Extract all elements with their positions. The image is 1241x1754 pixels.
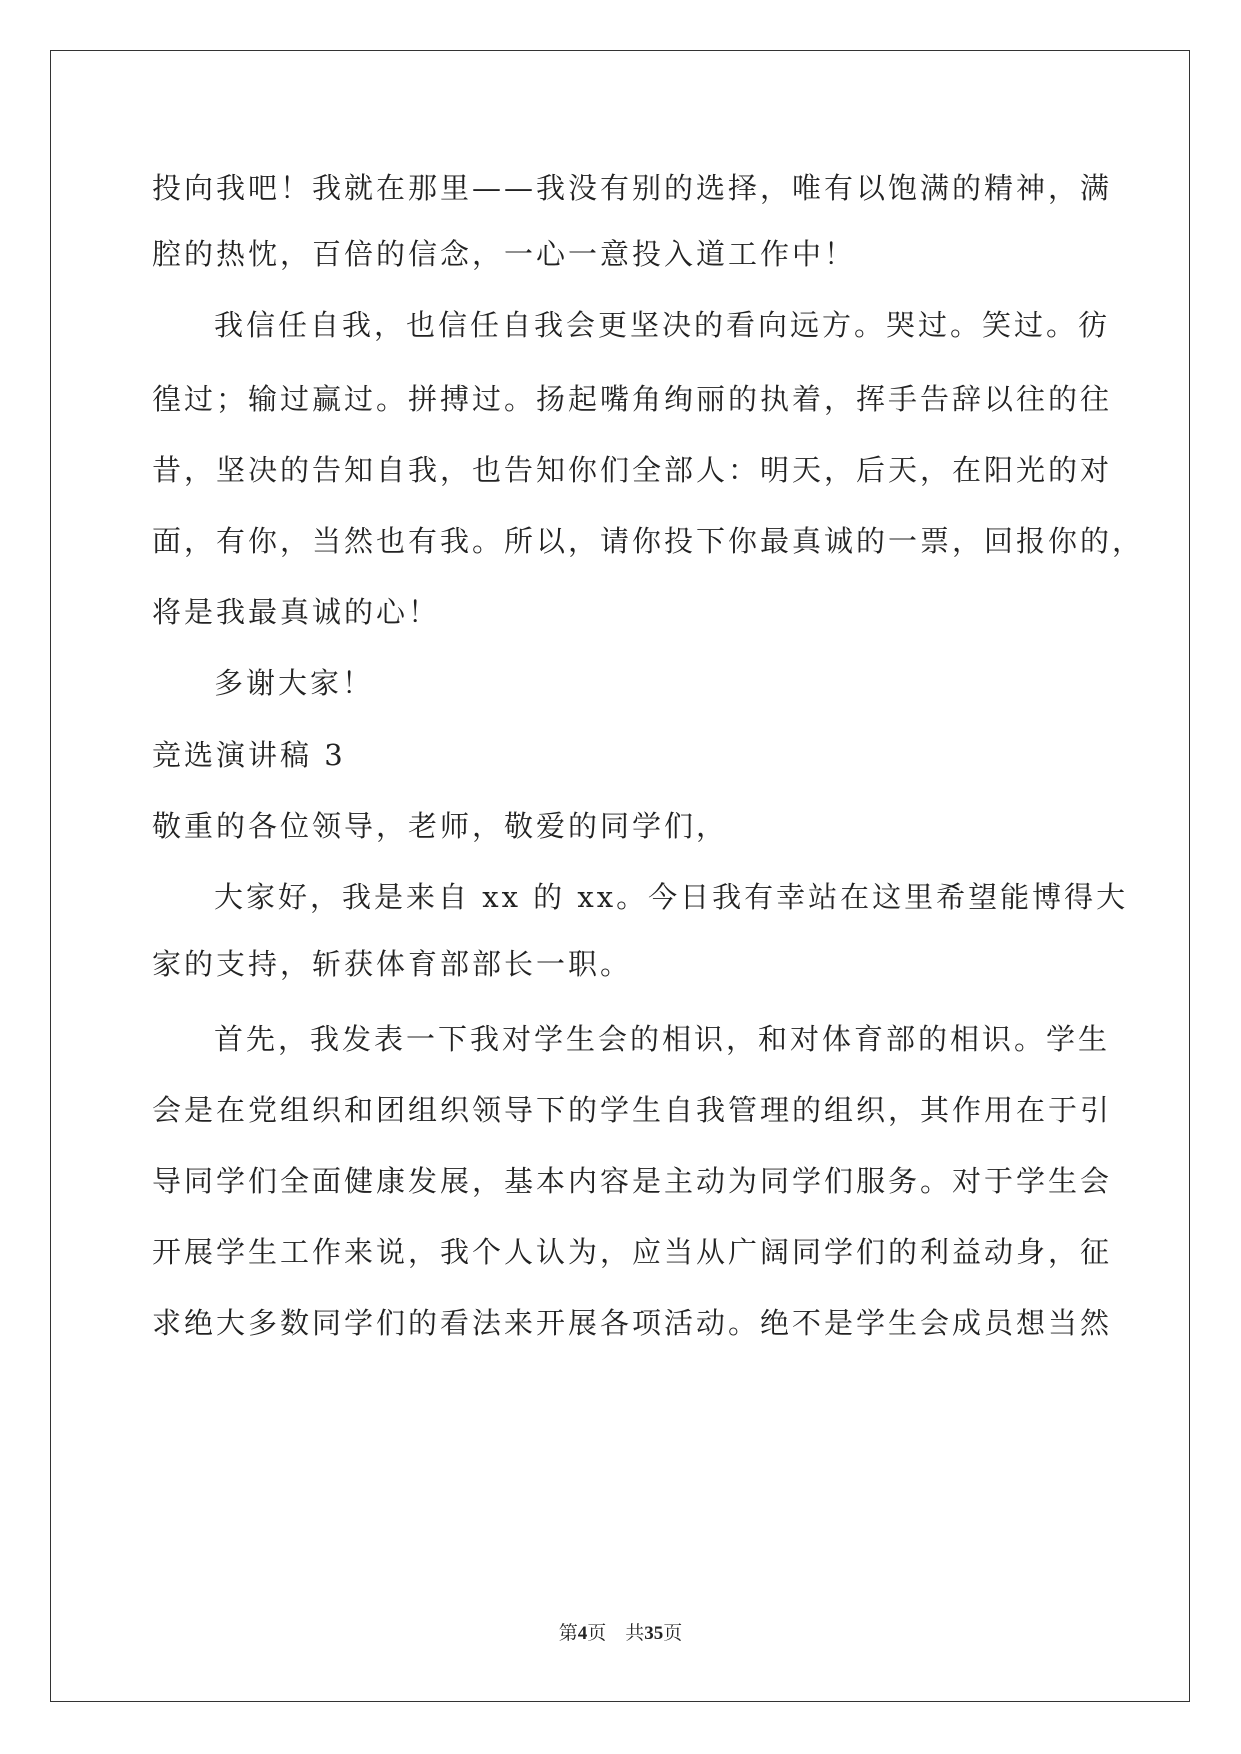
text-line: 大家好，我是来自 xx 的 xx。今日我有幸站在这里希望能博得大 [214, 880, 1129, 914]
page-border [50, 50, 1190, 1702]
footer-total-prefix: 共 [625, 1623, 645, 1644]
page-number: 4 [577, 1623, 588, 1644]
text-line: 敬重的各位领导，老师，敬爱的同学们， [152, 809, 729, 843]
text-line: 面，有你，当然也有我。所以，请你投下你最真诚的一票，回报你的， [152, 524, 1145, 558]
total-pages: 35 [644, 1623, 664, 1644]
text-line: 我信任自我，也信任自我会更坚决的看向远方。哭过。笑过。彷 [214, 308, 1111, 342]
text-line: 家的支持，斩获体育部部长一职。 [152, 947, 633, 981]
text-line: 会是在党组织和团组织领导下的学生自我管理的组织，其作用在于引 [152, 1093, 1113, 1127]
text-line: 开展学生工作来说，我个人认为，应当从广阔同学们的利益动身，征 [152, 1235, 1113, 1269]
text-line: 导同学们全面健康发展，基本内容是主动为同学们服务。对于学生会 [152, 1164, 1113, 1198]
footer-total-suffix: 页 [663, 1623, 683, 1644]
text-line: 投向我吧！我就在那里——我没有别的选择，唯有以饱满的精神，满 [152, 171, 1113, 205]
text-line: 腔的热忱，百倍的信念，一心一意投入道工作中！ [152, 237, 857, 271]
text-line: 昔，坚决的告知自我，也告知你们全部人：明天，后天，在阳光的对 [152, 453, 1113, 487]
text-line: 首先，我发表一下我对学生会的相识，和对体育部的相识。学生 [214, 1022, 1111, 1056]
text-line: 将是我最真诚的心！ [152, 595, 441, 629]
footer-prefix: 第 [558, 1623, 578, 1644]
section-heading: 竞选演讲稿 3 [152, 738, 346, 772]
footer-page-suffix: 页 [587, 1623, 607, 1644]
text-line: 求绝大多数同学们的看法来开展各项活动。绝不是学生会成员想当然 [152, 1306, 1113, 1340]
text-line: 多谢大家！ [214, 666, 375, 700]
page-footer [0, 1622, 1241, 1646]
text-line: 徨过；输过赢过。拼搏过。扬起嘴角绚丽的执着，挥手告辞以往的往 [152, 382, 1113, 416]
